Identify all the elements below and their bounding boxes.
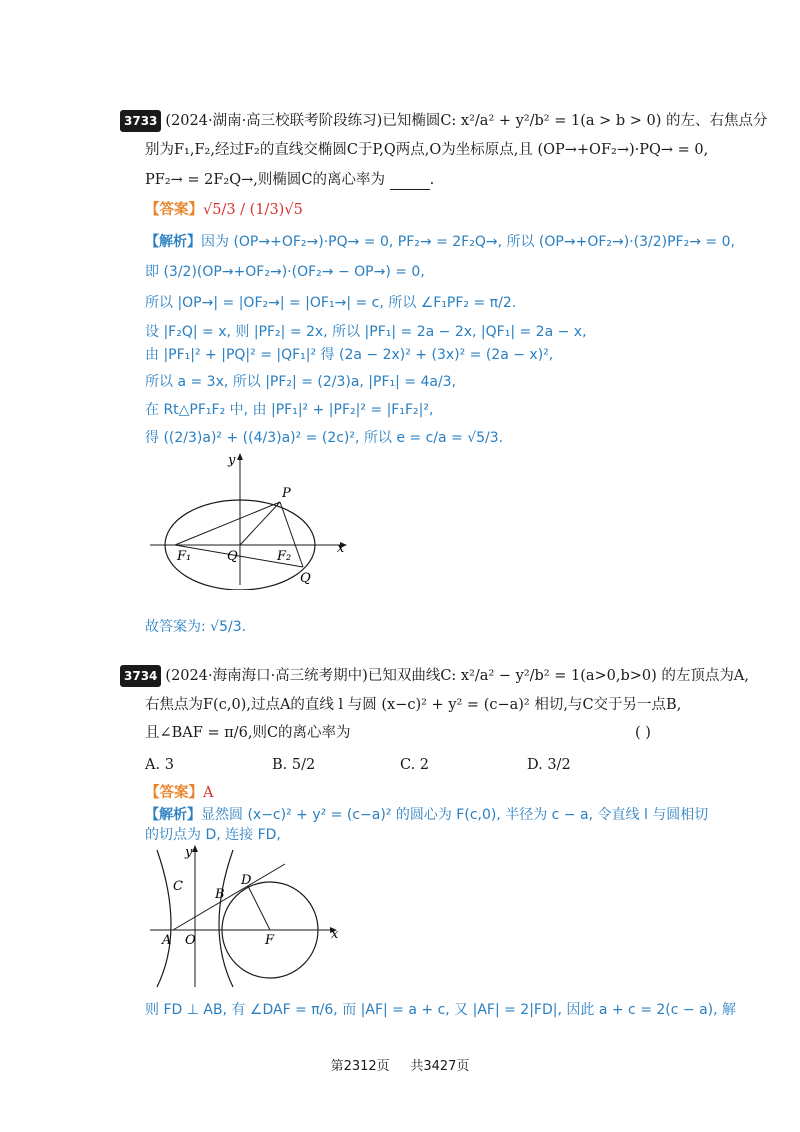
q3733-final: 故答案为: √5/3. (145, 619, 247, 635)
label-x: x (331, 927, 339, 942)
q3733-sol1: 【解析】因为 (OP→+OF₂→)·PQ→ = 0, PF₂→ = 2F₂Q→, 所以 (OP→+OF₂→)·(3/2)PF₂→ = 0, (145, 234, 735, 250)
option-d: D. 3/2 (527, 757, 571, 773)
label-x: x (337, 541, 345, 556)
question-number: 3734 (120, 665, 161, 687)
segment-OP (240, 502, 280, 545)
answer-blank (390, 175, 430, 190)
page-number: 第2312页 (330, 1059, 390, 1074)
q3734-line1: 3734 (2024·海南海口·高三统考期中)已知双曲线C: x²/a² − y²/b² = 1(a>0,b>0) 的左顶点为A, (120, 665, 749, 687)
q3734-paren: ( ) (635, 725, 651, 741)
page-footer (0, 1055, 800, 1074)
q3733-sol5: 由 |PF₁|² + |PQ|² = |QF₁|² 得 (2a − 2x)² + (3x)² = (2a − x)², (145, 347, 554, 363)
hyperbola-right-branch (219, 850, 233, 987)
question-number: 3733 (120, 110, 161, 132)
option-b: B. 5/2 (272, 757, 316, 773)
label-C: C (173, 879, 183, 894)
label-O: O (185, 933, 196, 948)
q3733-answer: 【答案】√5/3 / (1/3)√5 (145, 201, 303, 218)
label-F1: F₁ (177, 549, 192, 564)
q3733-line1: 3733 (2024·湖南·高三校联考阶段练习)已知椭圆C: x²/a² + y²/b² = 1(a > b > 0) 的左、右焦点分 (120, 110, 768, 132)
q3733-sol6: 所以 a = 3x, 所以 |PF₂| = (2/3)a, |PF₁| = 4a/3, (145, 374, 457, 390)
total-pages: 共3427页 (410, 1059, 470, 1074)
q3734-sol3: 则 FD ⊥ AB, 有 ∠DAF = π/6, 而 |AF| = a + c, 又 |AF| = 2|FD|, 因此 a + c = 2(c − a), 解 (145, 1002, 737, 1018)
label-P: P (282, 486, 291, 501)
q3734-sol1: 【解析】显然圆 (x−c)² + y² = (c−a)² 的圆心为 F(c,0), 半径为 c − a, 令直线 l 与圆相切 (145, 807, 709, 823)
label-B: B (215, 887, 225, 902)
segment-FD (248, 886, 270, 930)
label-F: F (265, 933, 275, 948)
hyperbola-figure (145, 842, 355, 992)
option-c: C. 2 (400, 757, 430, 773)
q3733-sol4: 设 |F₂Q| = x, 则 |PF₂| = 2x, 所以 |PF₁| = 2a − 2x, |QF₁| = 2a − x, (145, 324, 587, 340)
label-Q: Q (300, 571, 311, 586)
q3733-sol3: 所以 |OP→| = |OF₂→| = |OF₁→| = c, 所以 ∠F₁PF₂ = π/2. (145, 295, 517, 311)
q3733-line3: PF₂→ = 2F₂Q→,则椭圆C的离心率为 . (145, 172, 435, 188)
segment-F1P (175, 502, 280, 545)
q3734-answer: 【答案】A (145, 784, 214, 801)
label-O: Q (227, 549, 238, 564)
q3733-sol7: 在 Rt△PF₁F₂ 中, 由 |PF₁|² + |PF₂|² = |F₁F₂|², (145, 402, 434, 418)
ellipse-figure (145, 450, 365, 590)
q3733-sol8: 得 ((2/3)a)² + ((4/3)a)² = (2c)², 所以 e = c/a = √5/3. (145, 430, 504, 446)
y-axis-arrow (192, 845, 198, 852)
y-axis-arrow (237, 453, 243, 460)
hyperbola-left-branch (157, 850, 171, 987)
label-y: y (228, 453, 236, 468)
label-A: A (162, 933, 172, 948)
q3733-line2: 别为F₁,F₂,经过F₂的直线交椭圆C于P,Q两点,O为坐标原点,且 (OP→+OF₂→)·PQ→ = 0, (145, 142, 709, 158)
line-l (173, 864, 285, 930)
label-F2: F₂ (277, 549, 292, 564)
q3734-line3: 且∠BAF = π/6,则C的离心率为 (145, 725, 351, 741)
q3734-sol2: 的切点为 D, 连接 FD, (145, 827, 281, 843)
q3734-line2: 右焦点为F(c,0),过点A的直线 l 与圆 (x−c)² + y² = (c−a)² 相切,与C交于另一点B, (145, 697, 682, 713)
label-y: y (185, 845, 193, 860)
q3733-sol2: 即 (3/2)(OP→+OF₂→)·(OF₂→ − OP→) = 0, (145, 264, 425, 280)
option-a: A. 3 (145, 757, 174, 773)
label-D: D (241, 873, 252, 888)
